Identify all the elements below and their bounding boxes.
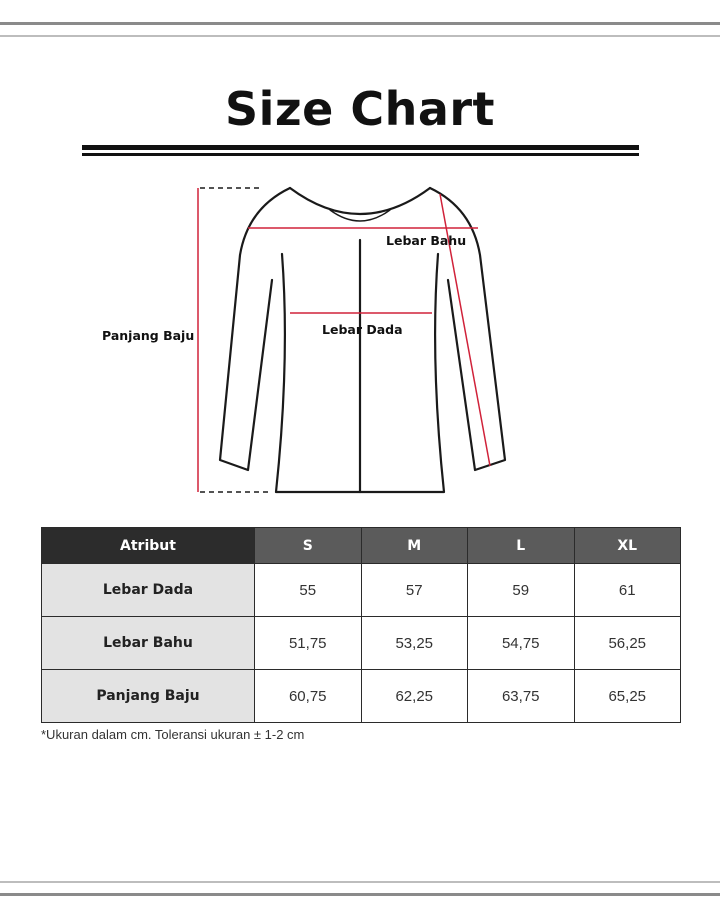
table-row	[42, 670, 681, 723]
table-cell: 60,75	[255, 670, 362, 723]
page-title: Size Chart	[224, 82, 496, 136]
tolerance-note: *Ukuran dalam cm. Toleransi ukuran ± 1-2 cm	[41, 727, 305, 742]
table-cell: 53,25	[361, 617, 468, 670]
row-label-shoulder: Lebar Bahu	[42, 617, 255, 670]
table-cell: 56,25	[574, 617, 681, 670]
table-cell: 57	[361, 564, 468, 617]
header-size-s: S	[255, 528, 362, 564]
title-underline-thin	[82, 153, 639, 156]
table-row	[42, 617, 681, 670]
neckline-outline	[290, 188, 430, 214]
row-label-chest: Lebar Dada	[42, 564, 255, 617]
row-label-length: Panjang Baju	[42, 670, 255, 723]
table-cell: 65,25	[574, 670, 681, 723]
chest-width-label: Lebar Dada	[322, 322, 403, 337]
title-underline-thick	[82, 145, 639, 150]
table-cell: 59	[468, 564, 575, 617]
header-attribute: Atribut	[42, 528, 255, 564]
header-size-l: L	[468, 528, 575, 564]
body-length-label: Panjang Baju	[102, 328, 195, 343]
header-size-m: M	[361, 528, 468, 564]
right-sleeve-outline	[430, 188, 505, 470]
table-cell: 63,75	[468, 670, 575, 723]
table-cell: 54,75	[468, 617, 575, 670]
top-border	[0, 22, 720, 37]
table-header-row	[42, 528, 681, 564]
table-cell: 55	[255, 564, 362, 617]
header-size-xl: XL	[574, 528, 681, 564]
table-cell: 51,75	[255, 617, 362, 670]
table-cell: 61	[574, 564, 681, 617]
shoulder-width-label: Lebar Bahu	[386, 233, 467, 248]
bottom-border	[0, 881, 720, 896]
size-table	[41, 527, 681, 723]
left-sleeve-outline	[220, 188, 290, 470]
garment-diagram	[0, 170, 720, 510]
table-row	[42, 564, 681, 617]
table-cell: 62,25	[361, 670, 468, 723]
